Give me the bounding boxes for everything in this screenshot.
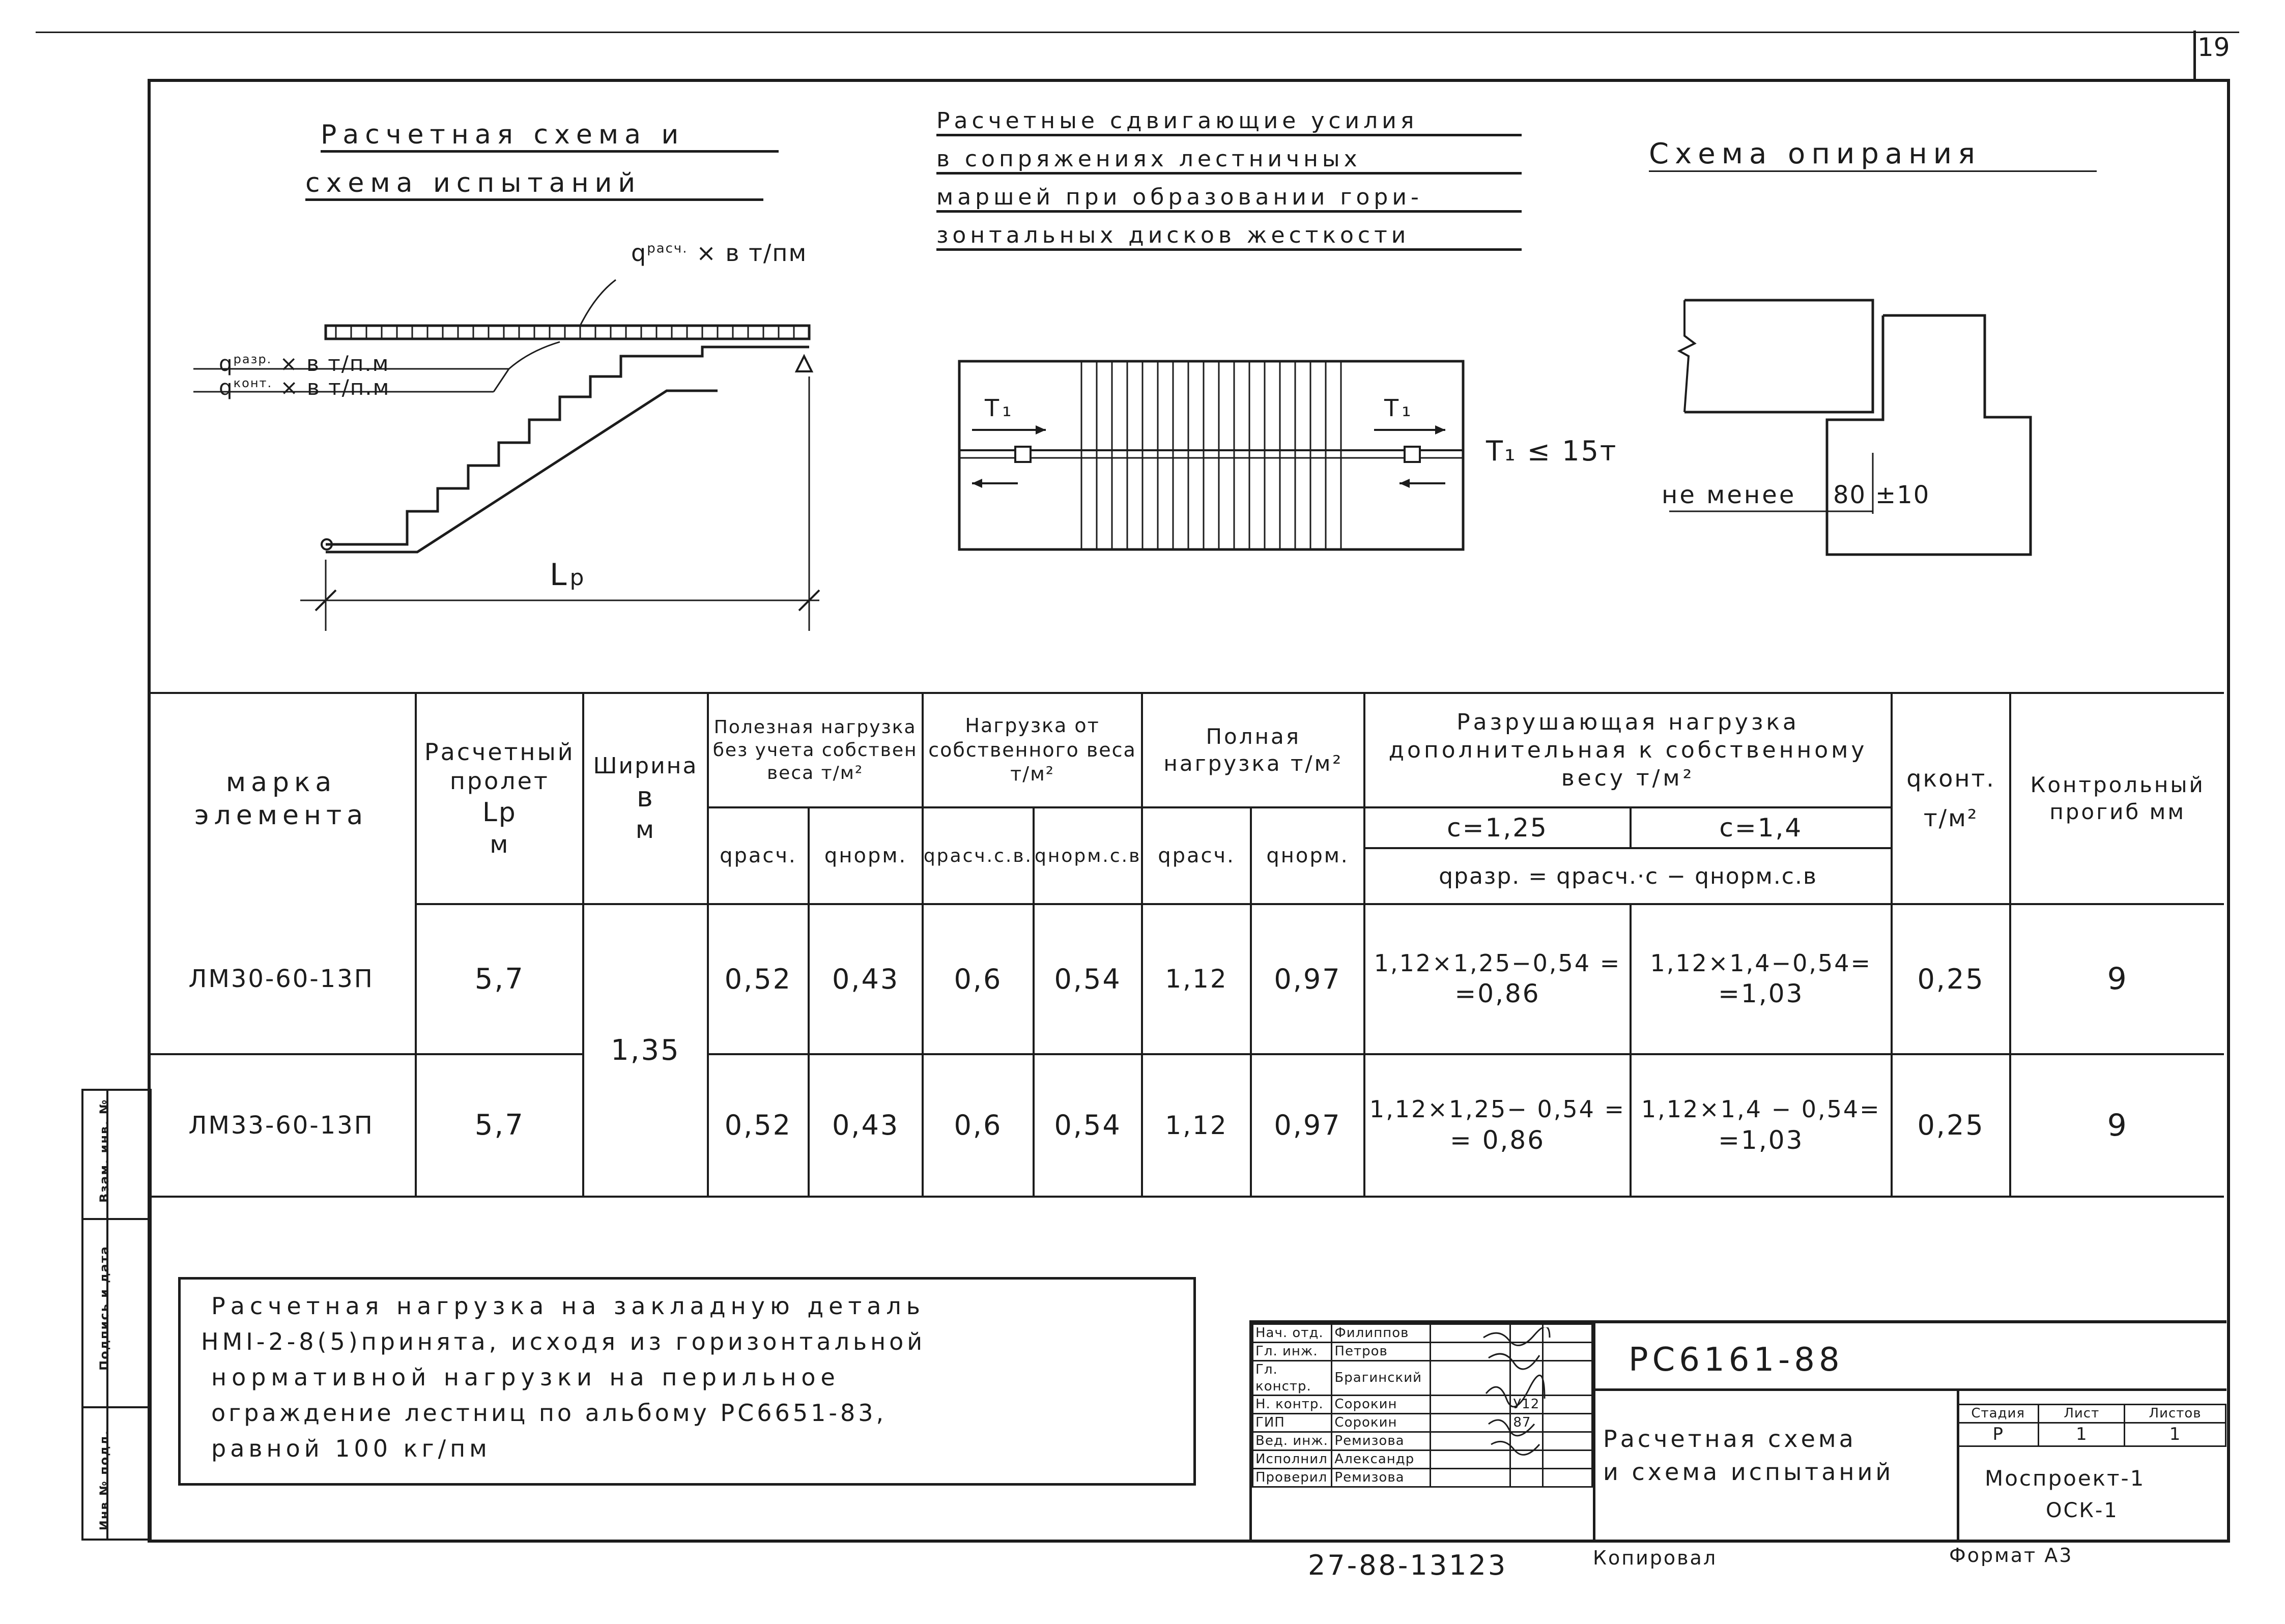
header-c14: с=1,4	[1719, 813, 1803, 843]
row2-fail-c125-result: = 0,86	[1449, 1125, 1546, 1155]
q-control-sup: конт.	[233, 376, 273, 390]
shear-title-line3: маршей при образовании гори-	[936, 184, 1522, 213]
shear-scheme-drawing	[957, 356, 1466, 555]
scheme-title-line1: Расчетная схема и	[321, 120, 779, 153]
row2-deflection: 9	[2107, 1107, 2128, 1143]
stamp-doc-title-2: и схема испытаний	[1603, 1458, 1894, 1486]
sub-own-norm: qнорм.с.в	[1034, 845, 1141, 866]
stamp-role-5: ГИП	[1253, 1414, 1332, 1432]
header-width: Ширина	[593, 753, 698, 779]
note-line4: ограждение лестниц по альбому РС6651-83,	[211, 1399, 887, 1427]
note-line1: Расчетная нагрузка на закладную деталь	[211, 1292, 925, 1320]
support-min-value: 80	[1833, 481, 1867, 509]
row1-own-norm: 0,54	[1054, 963, 1122, 995]
archive-number: 27-88-13123	[1308, 1549, 1508, 1581]
shear-title-line4: зонтальных дисков жесткости	[936, 222, 1522, 251]
stamp-name-8: Ремизова	[1332, 1469, 1430, 1487]
stamp-stage-table	[1957, 1404, 2226, 1447]
row2-fail-c14-expr: 1,12×1,4 − 0,54=	[1641, 1095, 1881, 1123]
sub-own-calc: qрасч.с.в.	[923, 845, 1033, 866]
shear-title-line2: в сопряжениях лестничных	[936, 146, 1522, 175]
stamp-role-8: Проверил	[1253, 1469, 1332, 1487]
stamp-date-top: У12	[1510, 1396, 1543, 1414]
q-fail-symbol: q	[219, 351, 234, 376]
row1-fail-c125-result: =0,86	[1454, 979, 1540, 1008]
stamp-role-1: Нач. отд.	[1253, 1324, 1332, 1343]
copied-by-label: Копировал	[1593, 1547, 1718, 1569]
note-box	[178, 1277, 1196, 1486]
row2-own-norm: 0,54	[1054, 1109, 1122, 1142]
header-useful-load: Полезная нагрузка без учета собствен веса т/м²	[712, 717, 918, 784]
header-deflection: Контрольный прогиб мм	[2030, 772, 2205, 824]
header-span-unit: м	[490, 830, 510, 859]
header-full-load: Полная нагрузка т/м²	[1163, 724, 1344, 776]
span-symbol: L	[550, 557, 570, 593]
row2-full-norm: 0,97	[1274, 1109, 1341, 1142]
row2-span: 5,7	[474, 1109, 525, 1142]
row1-own-calc: 0,6	[954, 963, 1003, 995]
stamp-org-1: Моспроект-1	[1985, 1466, 2146, 1491]
stamp-date-bottom: 87	[1510, 1414, 1543, 1432]
sub-useful-norm: qнорм.	[824, 844, 907, 867]
header-span-symbol: Lр	[482, 797, 517, 828]
t1-right-label: T₁	[1384, 394, 1414, 422]
row1-deflection: 9	[2107, 961, 2128, 997]
stamp-h-sheets: Листов	[2125, 1405, 2226, 1423]
q-fail-rest: × в т/п.м	[279, 351, 390, 376]
row1-mark: ЛМ30-60-13П	[188, 964, 374, 993]
row1-full-calc: 1,12	[1165, 964, 1228, 994]
stamp-name-3: Брагинский	[1332, 1361, 1430, 1396]
scheme-title-line2: схема испытаний	[305, 168, 763, 201]
row1-full-norm: 0,97	[1274, 963, 1341, 995]
format-label: Формат А3	[1949, 1544, 2073, 1567]
stamp-sheet: 1	[2039, 1423, 2125, 1446]
shared-width: 1,35	[611, 1033, 680, 1067]
side-label-signature-date: Подпись и дата	[97, 1245, 111, 1371]
header-c125: с=1,25	[1447, 813, 1548, 843]
side-divider-2	[83, 1406, 150, 1408]
t1-left-label: T₁	[985, 394, 1015, 422]
side-strip	[81, 1089, 152, 1541]
row1-q-calc: 0,52	[724, 963, 792, 995]
stamp-name-5: Сорокин	[1332, 1414, 1430, 1432]
design-scheme-drawing	[193, 234, 880, 666]
q-fail-sup: разр.	[233, 352, 272, 366]
row1-q-norm: 0,43	[832, 963, 900, 995]
support-scheme-drawing	[1669, 285, 2056, 570]
header-failure-load: Разрушающая нагрузка дополнительная к собственному весу т/м²	[1388, 709, 1868, 791]
stamp-code-divider	[1593, 1388, 2226, 1391]
note-line2: НМI-2-8(5)принята, исходя из горизонтальной	[201, 1328, 926, 1355]
outer-border-line	[36, 32, 2239, 33]
header-width-symbol: в	[637, 781, 654, 814]
header-width-unit: м	[635, 815, 656, 844]
header-span: Расчетный пролет	[424, 738, 575, 795]
row2-q-norm: 0,43	[832, 1109, 900, 1142]
side-label-inv-orig: Инв № подл.	[97, 1429, 111, 1531]
q-fail-label	[219, 351, 389, 376]
row2-q-control: 0,25	[1917, 1109, 1985, 1142]
support-title: Схема опирания	[1649, 137, 2097, 172]
support-min-text: не менее	[1662, 481, 1796, 509]
stamp-role-7: Исполнил	[1253, 1451, 1332, 1469]
q-design-rest: × в т/пм	[696, 239, 808, 267]
stamp-block	[1249, 1320, 2226, 1540]
header-own-weight: Нагрузка от собственного веса т/м²	[928, 714, 1136, 786]
span-sub: р	[569, 565, 587, 591]
row2-own-calc: 0,6	[954, 1109, 1003, 1142]
shear-title-line1: Расчетные сдвигающие усилия	[936, 108, 1522, 136]
stamp-role-6: Вед. инж.	[1253, 1432, 1332, 1451]
side-divider-1	[83, 1218, 150, 1220]
stamp-stage: Р	[1958, 1423, 2039, 1446]
stamp-role-4: Н. контр.	[1253, 1396, 1332, 1414]
stamp-role-2: Гл. инж.	[1253, 1343, 1332, 1361]
side-label-replaced-inv: Взам. инв. №	[97, 1098, 111, 1203]
support-tolerance: ±10	[1875, 481, 1930, 509]
sub-full-norm: qнорм.	[1266, 844, 1349, 867]
row2-q-calc: 0,52	[724, 1109, 792, 1142]
row1-fail-c14-result: =1,03	[1718, 979, 1804, 1008]
stamp-name-2: Петров	[1332, 1343, 1430, 1361]
stamp-doc-code: РС6161-88	[1629, 1341, 1844, 1379]
stamp-vertical-divider	[1593, 1323, 1595, 1540]
stamp-org-2: ОСК-1	[2046, 1499, 2119, 1522]
stamp-sheets: 1	[2125, 1423, 2226, 1446]
span-label	[550, 557, 587, 593]
row1-fail-c14-expr: 1,12×1,4−0,54=	[1650, 949, 1872, 977]
row2-mark: ЛМ33-60-13П	[188, 1111, 374, 1140]
note-line3: нормативной нагрузки на перильное	[211, 1364, 840, 1391]
header-q-control-unit: т/м²	[1923, 804, 1979, 832]
sub-useful-calc: qрасч.	[720, 844, 797, 867]
q-control-rest: × в т/п.м	[280, 375, 390, 400]
stamp-doc-title-1: Расчетная схема	[1603, 1425, 1856, 1453]
stamp-h-stage: Стадия	[1958, 1405, 2039, 1423]
q-design-sup: расч.	[647, 241, 688, 256]
page-number: 19	[2197, 33, 2230, 62]
stamp-h-sheet: Лист	[2039, 1405, 2125, 1423]
q-control-symbol: q	[219, 375, 234, 400]
row2-fail-c14-result: =1,03	[1718, 1125, 1804, 1155]
header-failure-formula: qразр. = qрасч.·с − qнорм.с.в	[1439, 863, 1817, 889]
stamp-role-3: Гл. констр.	[1253, 1361, 1332, 1396]
stamp-name-6: Ремизова	[1332, 1432, 1430, 1451]
row1-span: 5,7	[474, 962, 525, 996]
header-q-control: qконт.	[1906, 765, 1995, 792]
stamp-signatures-scribble	[1478, 1327, 1555, 1460]
sub-full-calc: qрасч.	[1158, 844, 1235, 867]
row1-q-control: 0,25	[1917, 963, 1985, 995]
stamp-name-1: Филиппов	[1332, 1324, 1430, 1343]
row2-full-calc: 1,12	[1165, 1110, 1228, 1140]
header-mark: марка элемента	[194, 767, 368, 831]
note-line5: равной 100 кг/пм	[211, 1435, 491, 1462]
q-design-label	[631, 239, 807, 267]
q-control-label	[219, 375, 390, 400]
stamp-name-7: Александр	[1332, 1451, 1430, 1469]
row2-fail-c125-expr: 1,12×1,25− 0,54 =	[1369, 1095, 1626, 1123]
load-table	[148, 692, 2224, 1198]
t1-limit-label: T₁ ≤ 15т	[1486, 435, 1618, 467]
q-design-symbol: q	[631, 239, 647, 267]
row1-fail-c125-expr: 1,12×1,25−0,54 =	[1374, 949, 1621, 977]
stamp-name-4: Сорокин	[1332, 1396, 1430, 1414]
